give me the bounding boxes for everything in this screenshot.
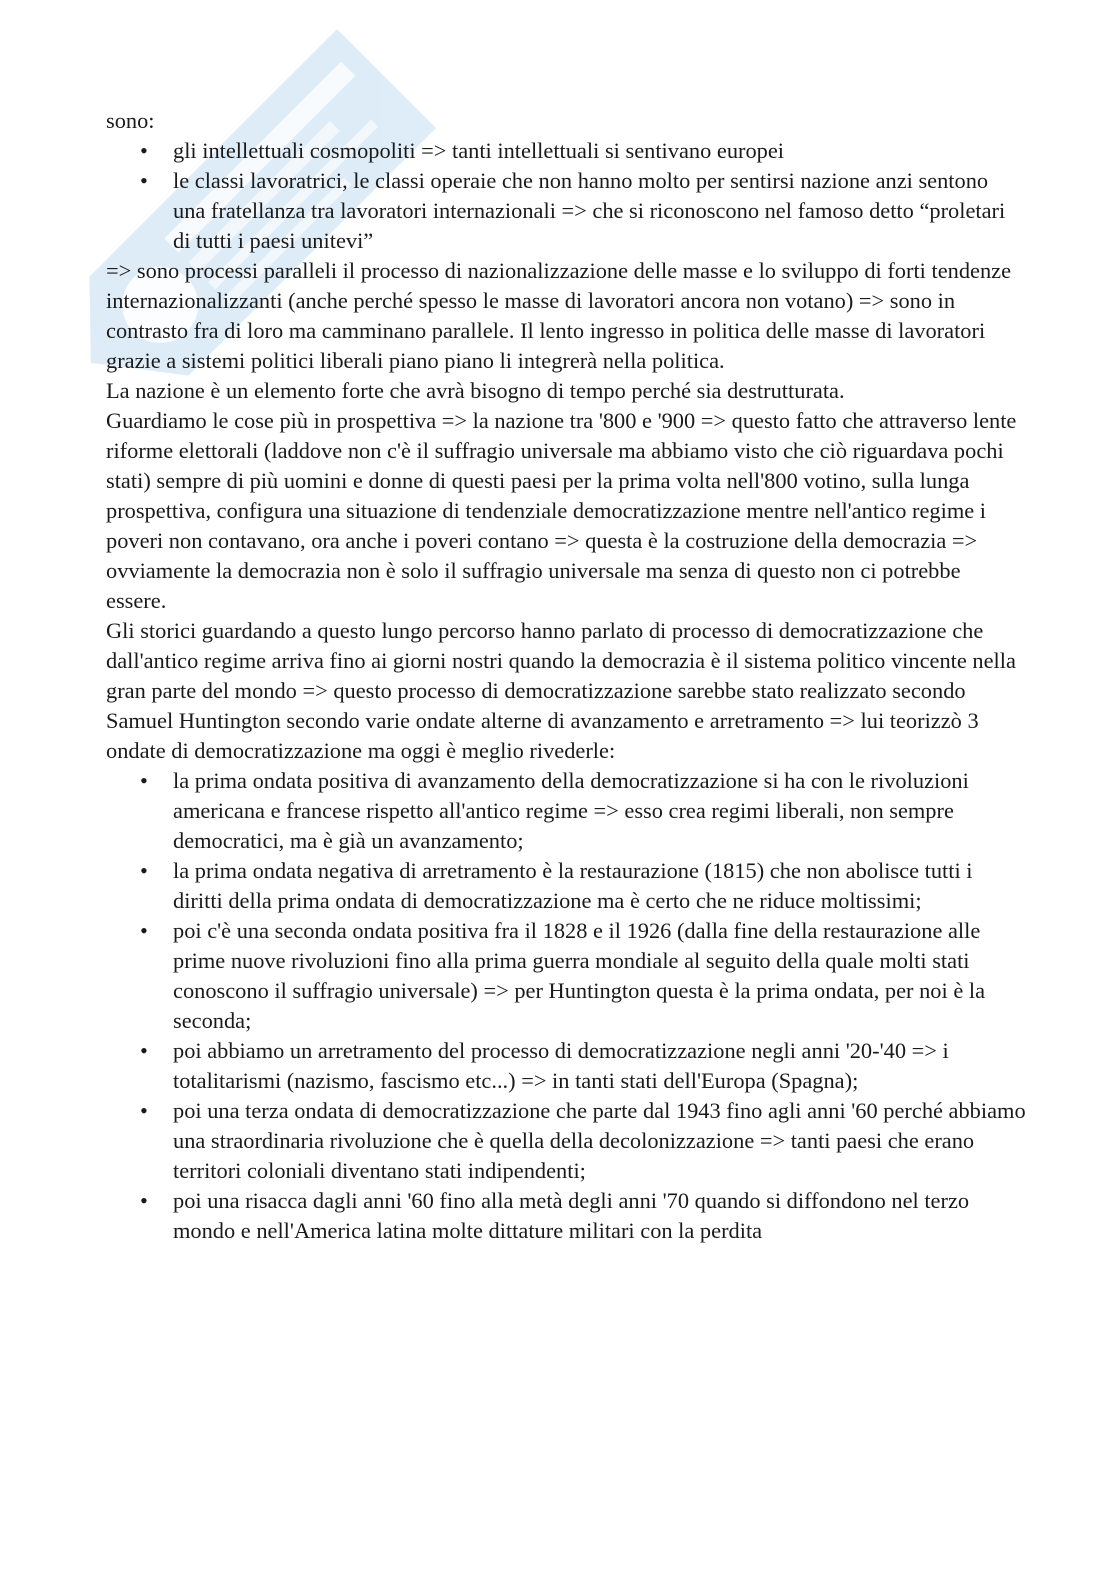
list-item — [106, 766, 1026, 856]
paragraph-nation: La nazione è un elemento forte che avrà bisogno di tempo perché sia destrutturata. — [106, 378, 845, 403]
list-item — [106, 1186, 1026, 1246]
bullet-marker: • — [140, 858, 148, 883]
list-item — [106, 1036, 1026, 1096]
list-item-text: poi una terza ondata di democratizzazione che parte dal 1943 fino agli anni '60 perché abbiamo una straordinaria rivoluzione che è quella della decolonizzazione => tanti paesi che erano territori coloniali diventano stati indipendenti; — [173, 1098, 1026, 1183]
bullet-marker: • — [140, 768, 148, 793]
list-item-text: poi abbiamo un arretramento del processo di democratizzazione negli anni '20-'40 => i totalitarismi (nazismo, fascismo etc...) => in tanti stati dell'Europa (Spagna); — [173, 1038, 949, 1093]
list-item-text: poi c'è una seconda ondata positiva fra il 1828 e il 1926 (dalla fine della restaurazione alle prime nuove rivoluzioni fino alla prima guerra mondiale al seguito della quale molti stati conoscono il suffragio universale) => per Huntington questa è la prima ondata, per noi è la seconda; — [173, 918, 986, 1033]
list-item — [106, 1096, 1026, 1186]
list-item — [106, 916, 1026, 1036]
list-item-text: la prima ondata positiva di avanzamento della democratizzazione si ha con le rivoluzioni americana e francese rispetto all'antico regime => esso crea regimi liberali, non sempre democratici, ma è già un avanzamento; — [173, 768, 969, 853]
intro-text: sono: — [106, 108, 155, 133]
list-item-text: poi una risacca dagli anni '60 fino alla metà degli anni '70 quando si diffondono nel terzo mondo e nell'America latina molte dittature militari con la perdita — [173, 1188, 970, 1243]
waves-bullet-list — [106, 766, 1026, 1246]
bullet-marker: • — [140, 1038, 148, 1063]
list-item — [106, 856, 1026, 916]
bullet-marker: • — [140, 138, 148, 163]
list-item-text: le classi lavoratrici, le classi operaie che non hanno molto per sentirsi nazione anzi sentono una fratellanza tra lavoratori internazionali => che si riconoscono nel famoso detto “proletari di tutti i paesi unitevi” — [173, 168, 1006, 253]
bullet-marker: • — [140, 918, 148, 943]
bullet-marker: • — [140, 1188, 148, 1213]
list-item — [106, 136, 1026, 166]
paragraph-parallel-processes: => sono processi paralleli il processo di nazionalizzazione delle masse e lo sviluppo di forti tendenze internazionalizzanti (anche perché spesso le masse di lavoratori ancora non votano) => sono in contrasto fra di loro ma camminano parallele. Il lento ingresso in politica delle masse di lavoratori grazie a sistemi politici liberali piano piano li integrerà nella politica. — [106, 258, 1012, 373]
list-item-text: gli intellettuali cosmopoliti => tanti intellettuali si sentivano europei — [173, 138, 785, 163]
paragraph-perspective: Guardiamo le cose più in prospettiva => la nazione tra '800 e '900 => questo fatto che attraverso lente riforme elettorali (laddove non c'è il suffragio universale ma abbiamo visto che ciò riguardava pochi stati) sempre di più uomini e donne di questi paesi per la prima volta nell'800 votino, sulla lunga prospettiva, configura una situazione di tendenziale democratizzazione mentre nell'antico regime i poveri non contavano, ora anche i poveri contano => questa è la costruzione della democrazia => ovviamente la democrazia non è solo il suffragio universale ma senza di questo non ci potrebbe essere. — [106, 408, 1017, 613]
list-item — [106, 166, 1026, 256]
document-body — [106, 106, 1026, 1246]
paragraph-historians: Gli storici guardando a questo lungo percorso hanno parlato di processo di democratizzazione che dall'antico regime arriva fino ai giorni nostri quando la democrazia è il sistema politico vincente nella gran parte del mondo => questo processo di democratizzazione sarebbe stato realizzato secondo Samuel Huntington secondo varie ondate alterne di avanzamento e arretramento => lui teorizzò 3 ondate di democratizzazione ma oggi è meglio rivederle: — [106, 618, 1016, 763]
list-item-text: la prima ondata negativa di arretramento è la restaurazione (1815) che non abolisce tutti i diritti della prima ondata di democratizzazione ma è certo che ne riduce moltissimi; — [173, 858, 973, 913]
bullet-marker: • — [140, 168, 148, 193]
bullet-marker: • — [140, 1098, 148, 1123]
first-bullet-list — [106, 136, 1026, 256]
